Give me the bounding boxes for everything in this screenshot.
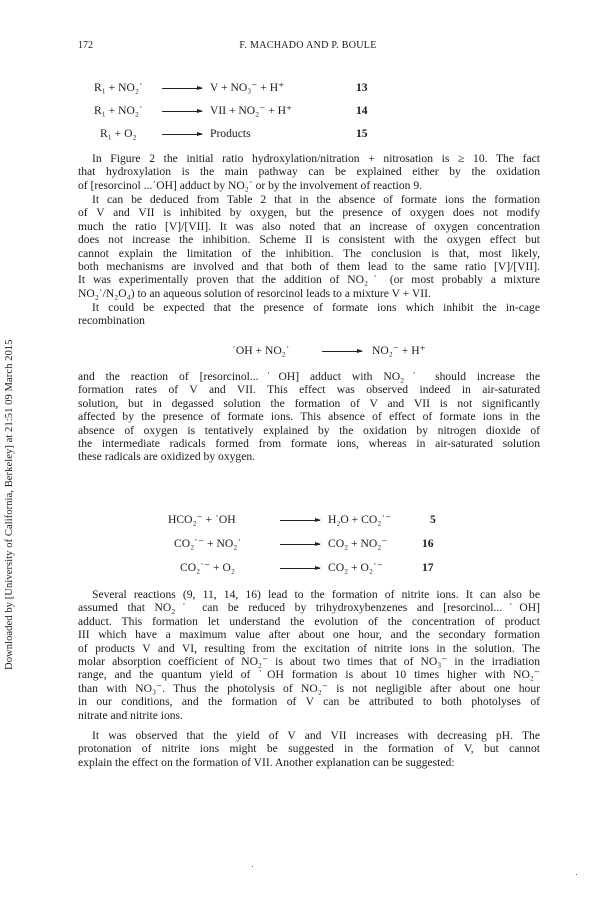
reaction-number: 16 xyxy=(422,537,434,550)
reaction-17 xyxy=(180,560,480,576)
text-line: It can be deduced from Table 2 that in the absence of formate ions the formation xyxy=(92,193,540,206)
scan-speck xyxy=(576,874,577,875)
reaction-lhs: R₁ + NO₂˙ xyxy=(94,81,143,94)
reaction-arrow xyxy=(280,536,320,552)
reaction-arrow xyxy=(162,80,202,96)
paragraph-3 xyxy=(78,301,540,328)
reaction-rhs: H₂O + CO₂˙⁻ xyxy=(328,513,392,526)
reaction-number: 17 xyxy=(422,561,434,574)
text-line: formation rates of V and VII. This effect was observed indeed in air-saturated xyxy=(78,383,540,397)
text-line: NO₂˙/N₂O₄) to an aqueous solution of resorcinol leads to a mixture V + VII. xyxy=(78,286,431,300)
text-line: nitrate and nitrite ions. xyxy=(78,708,183,722)
text-line: assumed that NO₂˙ can be reduced by trihydroxybenzenes and [resorcinol...˙OH] xyxy=(78,601,540,615)
reaction-15 xyxy=(100,126,400,142)
paragraph-1 xyxy=(78,152,540,192)
reaction-arrow xyxy=(280,560,320,576)
text-line: that hydroxylation is the main pathway can be explained either by the oxidation xyxy=(78,165,540,179)
text-line: affected by the presence of formate ions. This absence of effect of formate ions in the xyxy=(78,410,540,424)
text-line: of V and VII is inhibited by oxygen, but the presence of oxygen does not modify xyxy=(78,206,540,220)
text-line: these radicals are oxidized by oxygen. xyxy=(78,450,256,464)
reaction-arrow xyxy=(162,126,202,142)
paragraph-2 xyxy=(78,193,540,300)
page-number: 172 xyxy=(78,40,93,51)
text-line: In Figure 2 the initial ratio hydroxylation/nitration + nitrosation is ≥ 10. The fact xyxy=(92,152,540,165)
text-line: and the reaction of [resorcinol...˙OH] adduct with NO₂˙ should increase the xyxy=(78,370,540,383)
paragraph-5 xyxy=(78,588,540,722)
text-line: It was observed that the yield of V and VII increases with decreasing pH. The xyxy=(92,729,540,742)
reaction-16 xyxy=(174,536,474,552)
running-head: F. MACHADO AND P. BOULE xyxy=(239,40,377,51)
text-line: It could be expected that the presence of formate ions which inhibit the in-cage xyxy=(92,301,540,314)
text-line: recombination xyxy=(78,314,145,328)
reaction-arrow xyxy=(322,343,362,359)
reaction-recombination xyxy=(232,343,492,359)
reaction-lhs: R₁ + O₂ xyxy=(100,127,137,140)
reaction-lhs: CO₂˙⁻ + NO₂˙ xyxy=(174,537,242,550)
reaction-number: 13 xyxy=(356,81,368,94)
text-line: explain the effect on the formation of VII. Another explanation can be suggested: xyxy=(78,755,455,769)
reaction-rhs: NO₂⁻ + H⁺ xyxy=(372,344,426,357)
reaction-arrow xyxy=(162,103,202,119)
text-line: III which have a maximum value after about one hour, and the secondary formation xyxy=(78,628,540,642)
reaction-lhs: CO₂˙⁻ + O₂ xyxy=(180,561,235,574)
paragraph-6 xyxy=(78,729,540,769)
reaction-lhs: ˙OH + NO₂˙ xyxy=(232,344,290,357)
text-line: both mechanisms are involved and that both of them lead to the same ratio [V]/[VII]. xyxy=(78,260,540,274)
reaction-rhs: CO₂ + O₂˙⁻ xyxy=(328,561,383,574)
reaction-rhs: Products xyxy=(210,127,251,140)
text-line: It was experimentally proven that the addition of NO₂˙ (or most probably a mixture xyxy=(78,273,540,287)
reaction-rhs: V + NO₃⁻ + H⁺ xyxy=(210,81,285,94)
reaction-lhs: HCO₂⁻ + ˙OH xyxy=(168,513,236,526)
download-watermark: Downloaded by [University of California, Berkeley] at 21:51 09 March 2015 xyxy=(4,339,15,670)
text-line: the intermediate radicals formed from formate ions, whereas in air-saturated solution xyxy=(78,437,540,451)
reaction-5 xyxy=(168,512,468,528)
text-line: cannot explain the limitation of the inhibition. The conclusion is that, most likely, xyxy=(78,246,540,260)
text-line: than with NO₃⁻. Thus the photolysis of NO₂⁻ is not negligible after about one hour xyxy=(78,681,540,695)
text-line: of products V and VI, resulting from the excitation of nitrite ions in the solution. The xyxy=(78,641,540,655)
scan-speck xyxy=(252,866,253,867)
text-line: does not increase the inhibition. Scheme II is consistent with the oxygen effect but xyxy=(78,233,540,247)
text-line: absence of oxygen is tentatively explained by the oxidation by nitrogen dioxide of xyxy=(78,423,540,437)
text-line: solution, but in degassed solution the formation of V and VII is not significantly xyxy=(78,396,540,410)
text-line: protonation of nitrite ions might be suggested in the formation of V, but cannot xyxy=(78,742,540,756)
paragraph-4 xyxy=(78,370,540,464)
text-line: much the ratio [V]/[VII]. It was also noted that an increase of oxygen concentration xyxy=(78,219,540,233)
reaction-number: 14 xyxy=(356,104,368,117)
reaction-arrow xyxy=(280,512,320,528)
text-line: Several reactions (9, 11, 14, 16) lead to the formation of nitrite ions. It can also be xyxy=(92,588,540,601)
text-line: in our conditions, and the formation of V can be attributed to both photolyses of xyxy=(78,695,540,709)
page-header xyxy=(78,40,538,54)
reaction-number: 15 xyxy=(356,127,368,140)
reaction-13 xyxy=(94,80,394,96)
text-line: adduct. This formation let understand the evolution of the concentration of product xyxy=(78,614,540,628)
text-line: range, and the quantum yield of ˙OH formation is about 10 times higher with NO₂⁻ xyxy=(78,668,540,682)
text-line: molar absorption coefficient of NO₂⁻ is about two times that of NO₃⁻ in the irradiation xyxy=(78,655,540,669)
reaction-rhs: CO₂ + NO₂⁻ xyxy=(328,537,388,550)
reaction-14 xyxy=(94,103,394,119)
reaction-lhs: R₁ + NO₂˙ xyxy=(94,104,143,117)
reaction-number: 5 xyxy=(430,513,436,526)
reaction-rhs: VII + NO₂⁻ + H⁺ xyxy=(210,104,293,117)
text-line: of [resorcinol ...˙OH] adduct by NO₂˙ or by the involvement of reaction 9. xyxy=(78,178,423,192)
